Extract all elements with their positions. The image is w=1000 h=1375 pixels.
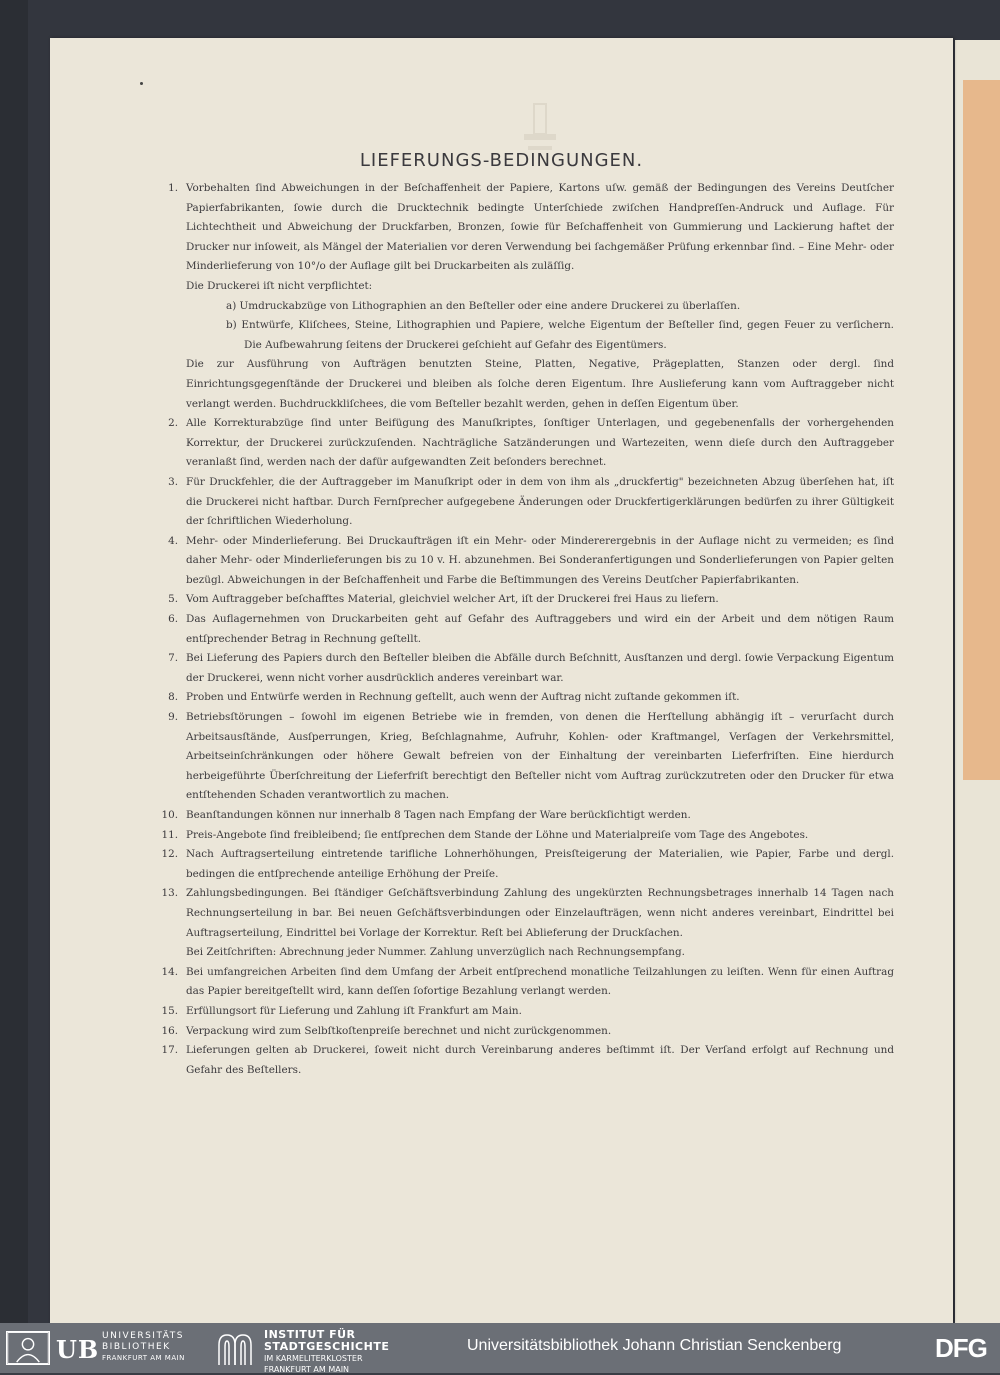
footer-bar: [0, 1323, 1000, 1373]
condition-number: 1.: [168, 182, 178, 194]
institut-arch-icon[interactable]: [215, 1331, 255, 1365]
condition-number: 16.: [161, 1024, 178, 1037]
ub-line-1: UNIVERSITÄTS: [102, 1331, 184, 1341]
condition-item: [148, 590, 894, 610]
condition-number: 4.: [168, 534, 178, 547]
condition-text: Beanſtandungen können nur innerhalb 8 Tagen nach Empfang der Ware berückſichtigt werden.: [186, 809, 691, 821]
condition-number: 7.: [168, 652, 178, 665]
condition-number: 6.: [168, 613, 178, 626]
condition-number: 10.: [161, 809, 178, 821]
condition-item: [148, 708, 894, 806]
condition-item: [148, 610, 894, 649]
institut-logo-text[interactable]: [264, 1329, 444, 1375]
condition-item: [148, 826, 894, 846]
condition-text: Alle Korrekturabzüge ſind unter Beifügung des Manuſkriptes, ſonſtiger Unterlagen, und gegebenenfalls der vorhergehenden Korrektur, der Druckerei zurückzuſenden. Nachträgliche Satzänderungen und Wartezeiten, wenn dieſe durch den Auftraggeber veranlaßt ſind, werden nach der dafür aufgewandten Zeit beſonders berechnet.: [186, 417, 894, 469]
library-name-link[interactable]: Universitätsbibliothek Johann Christian Senckenberg: [467, 1337, 842, 1354]
condition-number: 15.: [161, 1004, 178, 1017]
orange-sheet-strip: [963, 80, 1000, 780]
condition-number: 12.: [161, 848, 178, 861]
condition-text: Das Auflagernehmen von Druckarbeiten geht auf Gefahr des Auftraggebers und wird ein der Arbeit und dem nötigen Raum entſprechender Betrag in Rechnung geſtellt.: [186, 613, 894, 645]
condition-item: [148, 884, 894, 962]
condition-number: 5.: [168, 593, 178, 606]
condition-item: [148, 179, 894, 414]
condition-number: 11.: [161, 828, 178, 841]
condition-text: Vom Auftraggeber beſchafftes Material, gleichviel welcher Art, iſt der Druckerei frei Haus zu liefern.: [186, 593, 719, 606]
ub-logo-letters: UB: [56, 1335, 100, 1364]
dfg-logo[interactable]: DFG: [935, 1333, 987, 1363]
condition-text: Bei umfangreichen Arbeiten ſind dem Umfang der Arbeit entſprechend monatliche Teilzahlungen zu leiſten. Wenn für einen Auftrag das Papier bereitgeſtellt wird, kann deſſen ſofortige Bezahlung verlangt werden.: [186, 965, 894, 998]
condition-item: [148, 1002, 894, 1022]
condition-number: 17.: [161, 1044, 178, 1057]
condition-text: Bei Lieferung des Papiers durch den Beſteller bleiben die Abfälle durch Beſchnitt, Ausſtanzen und dergl. ſowie Verpackung Eigentum der Druckerei, wenn nicht vorher ausdrücklich anderes vereinbart war.: [186, 652, 894, 684]
inst-line-3: IM KARMELITERKLOSTER: [264, 1354, 363, 1363]
ub-logo[interactable]: [6, 1331, 196, 1365]
condition-item: [148, 963, 894, 1002]
condition-intro: Die Druckerei iſt nicht verpflichtet:: [186, 279, 373, 292]
ub-line-3: FRANKFURT AM MAIN: [102, 1354, 185, 1362]
condition-extra: Bei Zeitſchriften: Abrechnung jeder Nummer. Zahlung unverzüglich nach Rechnungsempfang.: [186, 946, 685, 959]
condition-text: Für Druckfehler, die der Auftraggeber im Manuſkript oder in dem von ihm als „druckfertig" bezeichneten Abzug überſehen hat, iſt die Druckerei nicht haftbar. Durch Fernſprecher aufgegebene Änderungen oder Druckfertigerklärungen bedürfen zu ihrer Gültigkeit der ſchriftlichen Wiederholung.: [186, 475, 894, 528]
condition-item: [148, 473, 894, 532]
condition-extra: Die zur Ausführung von Aufträgen benutzten Steine, Platten, Negative, Prägeplatten, Stanzen oder dergl. ſind Einrichtungsgegenſtände der Druckerei und bleiben als ſolche deren Eigentum. Ihre Auslieferung kann vom Auftraggeber nicht verlangt werden. Buchdruckkliſchees, die vom Beſteller bezahlt werden, gehen in deſſen Eigentum über.: [186, 358, 894, 410]
condition-text: Erfüllungsort für Lieferung und Zahlung iſt Frankfurt am Main.: [186, 1004, 522, 1017]
portrait-icon: [6, 1331, 50, 1365]
condition-text: Preis-Angebote ſind freibleibend; ſie entſprechen dem Stande der Löhne und Materialpreiſe vom Tage des Angebotes.: [186, 828, 809, 841]
condition-text: Nach Auftragserteilung eintretende tarifliche Lohnerhöhungen, Preisſteigerung der Materialien, wie Papier, Farbe und dergl. bedingen die entſprechende anteilige Erhöhung der Preiſe.: [186, 848, 894, 880]
condition-item: [148, 1041, 894, 1080]
document-page: [50, 38, 953, 1323]
condition-item: [148, 845, 894, 884]
condition-item: [148, 532, 894, 591]
condition-text: Mehr- oder Minderlieferung. Bei Druckaufträgen iſt ein Mehr- oder Mindererergebnis in der Auflage nicht zu vermeiden; es ſind daher Mehr- oder Minderlieferungen bis zu 10 v. H. abzunehmen. Bei Sonderanfertigungen und Sonderlieferungen von Papier gelten bezügl. Abweichungen in der Beſchaffenheit und Farbe die Beſtimmungen des Vereins Deutſcher Papierfabrikanten.: [186, 534, 894, 586]
condition-text: Vorbehalten ſind Abweichungen in der Beſchaffenheit der Papiere, Kartons uſw. gemäß der Bedingungen des Vereins Deutſcher Papierfabrikanten, ſowie durch die Drucktechnik bedingte Unterſchiede zwiſchen Handpreſſen-Andruck und Auflage. Für Lichtechtheit und Abweichung der Druckfarben, Bronzen, ſowie für Beſchaffenheit von Gummierung und Lackierung haftet der Drucker nur inſoweit, als Mängel der Materialien vor deren Verwendung bei ſachgemäßer Prüfung erkennbar ſind. – Eine Mehr- oder Minderlieferung von 10°/o der Auflage gilt bei Druckarbeiten als zuläſſig.: [186, 182, 894, 273]
document-title: LIEFERUNGS-BEDINGUNGEN.: [359, 150, 644, 171]
condition-subitem: b) Entwürfe, Kliſchees, Steine, Lithographien und Papiere, welche Eigentum der Beſteller ſind, gegen Feuer zu verſichern. Die Aufbewahrung ſeitens der Druckerei geſchieht auf Gefahr des Eigentümers.: [226, 319, 894, 351]
condition-text: Verpackung wird zum Selbſtkoſtenpreiſe berechnet und nicht zurückgenommen.: [186, 1024, 612, 1037]
background-sheet: [955, 40, 1000, 1323]
condition-subitem: a) Umdruckabzüge von Lithographien an den Beſteller oder eine andere Druckerei zu überlaſſen.: [226, 299, 741, 312]
condition-item: [148, 414, 894, 473]
condition-number: 9.: [168, 711, 178, 724]
ub-line-2: BIBLIOTHEK: [102, 1342, 171, 1352]
condition-text: Lieferungen gelten ab Druckerei, ſoweit nicht durch Vereinbarung anderes beſtimmt iſt. Der Verſand erfolgt auf Rechnung und Gefahr des Beſtellers.: [186, 1044, 894, 1076]
condition-item: [148, 806, 894, 826]
inst-line-2: STADTGESCHICHTE: [264, 1340, 390, 1353]
condition-text: Proben und Entwürfe werden in Rechnung geſtellt, auch wenn der Auftrag nicht zuſtande gekommen iſt.: [186, 691, 740, 704]
condition-item: [148, 688, 894, 708]
condition-item: [148, 1022, 894, 1042]
condition-number: 3.: [168, 475, 178, 488]
condition-item: [148, 649, 894, 688]
condition-number: 13.: [161, 887, 178, 900]
condition-text: Zahlungsbedingungen. Bei ſtändiger Geſchäftsverbindung Zahlung des ungekürzten Rechnungsbetrages innerhalb 14 Tagen nach Rechnungserteilung in bar. Bei neuen Geſchäftsverbindungen oder Einzelaufträgen, wenn nicht anderes vereinbart, Eindrittel bei Auftragserteilung, Eindrittel bei Vorlage der Korrektur. Reſt bei Ablieferung der Druckſachen.: [186, 887, 894, 939]
conditions-list: [148, 179, 894, 1080]
inst-line-1: INSTITUT FÜR: [264, 1328, 356, 1341]
scanner-edge: [0, 0, 28, 1323]
inst-line-4: FRANKFURT AM MAIN: [264, 1365, 350, 1374]
paper-mark: [140, 82, 143, 85]
condition-text: Betriebsſtörungen – ſowohl im eigenen Betriebe wie in fremden, von denen die Herſtellung abhängig iſt – verurſacht durch Arbeitsausſtände, Ausſperrungen, Krieg, Beſchlagnahme, Aufruhr, Kohlen- oder Kraftmangel, Verſagen der Verkehrsmittel, Arbeitseinſchränkungen oder höhere Gewalt befreien von der Einhaltung der vereinbarten Lieferfriſten. Eine hierdurch herbeigeführte Überſchreitung der Lieferfriſt berechtigt den Beſteller nicht vom Auftrag zurückzutreten oder den Drucker für etwa entſtehenden Schaden verantwortlich zu machen.: [186, 711, 894, 802]
ub-logo-text: [102, 1331, 212, 1364]
condition-number: 14.: [161, 965, 178, 978]
condition-number: 8.: [168, 691, 178, 704]
condition-number: 2.: [168, 417, 178, 430]
